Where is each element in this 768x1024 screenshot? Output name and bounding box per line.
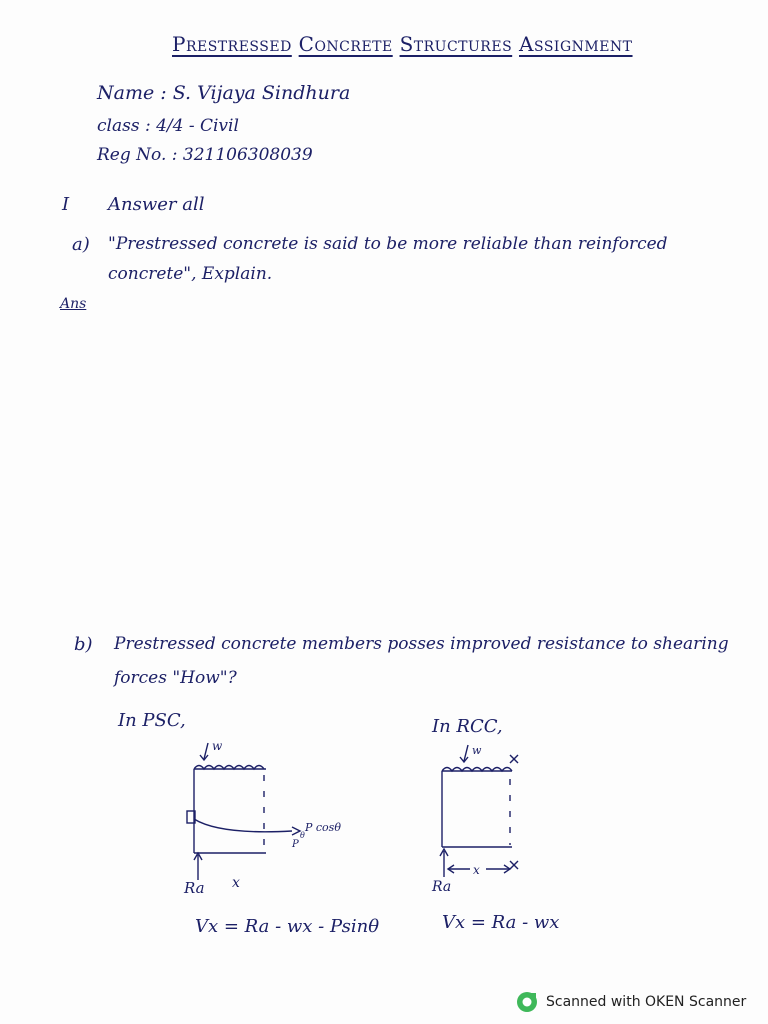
oken-scanner-logo-icon xyxy=(516,991,538,1013)
scanner-footer xyxy=(516,990,746,1014)
question-b-label: b) xyxy=(74,634,93,655)
rcc-formula: Vx = Ra - wx xyxy=(442,912,560,933)
question-b-line1: Prestressed concrete members posses improved resistance to shearing xyxy=(114,634,729,654)
question-a-line1: "Prestressed concrete is said to be more reliable than reinforced xyxy=(108,234,668,254)
p-cos-arrowhead xyxy=(292,827,300,835)
psc-ra-label: Ra xyxy=(184,879,205,897)
rcc-x-label: x xyxy=(473,863,480,877)
question-a-label: a) xyxy=(72,234,90,255)
psc-theta-label: θ xyxy=(300,831,305,840)
rcc-heading: In RCC, xyxy=(432,716,503,737)
section-instruction: Answer all xyxy=(108,194,205,215)
title-word: Assignment xyxy=(519,32,633,56)
psc-formula: Vx = Ra - wx - Psinθ xyxy=(195,916,380,937)
psc-x-label: x xyxy=(232,875,240,891)
rcc-w-label: w xyxy=(472,744,482,757)
title-word: Structures xyxy=(399,32,513,56)
psc-pcos-label: P cosθ xyxy=(305,821,341,834)
page-title xyxy=(172,32,633,56)
question-a-line2: concrete", Explain. xyxy=(108,264,273,284)
student-reg-no: Reg No. : 321106308039 xyxy=(97,145,313,165)
student-class: class : 4/4 - Civil xyxy=(97,116,239,136)
title-word: Concrete xyxy=(298,32,393,56)
rcc-ra-label: Ra xyxy=(432,879,452,895)
section-number: I xyxy=(62,194,70,215)
question-b-line2: forces "How"? xyxy=(114,668,237,688)
title-word: Prestressed xyxy=(172,32,292,56)
answer-label: Ans xyxy=(60,296,87,312)
scanner-text: Scanned with OKEN Scanner xyxy=(546,994,747,1010)
psc-p-label: P xyxy=(292,839,299,850)
psc-heading: In PSC, xyxy=(118,710,186,731)
prestress-cable xyxy=(194,819,292,832)
psc-shear-diagram xyxy=(180,735,370,900)
psc-w-label: w xyxy=(212,739,223,753)
rcc-shear-diagram xyxy=(430,735,540,900)
student-name: Name : S. Vijaya Sindhura xyxy=(97,82,351,104)
